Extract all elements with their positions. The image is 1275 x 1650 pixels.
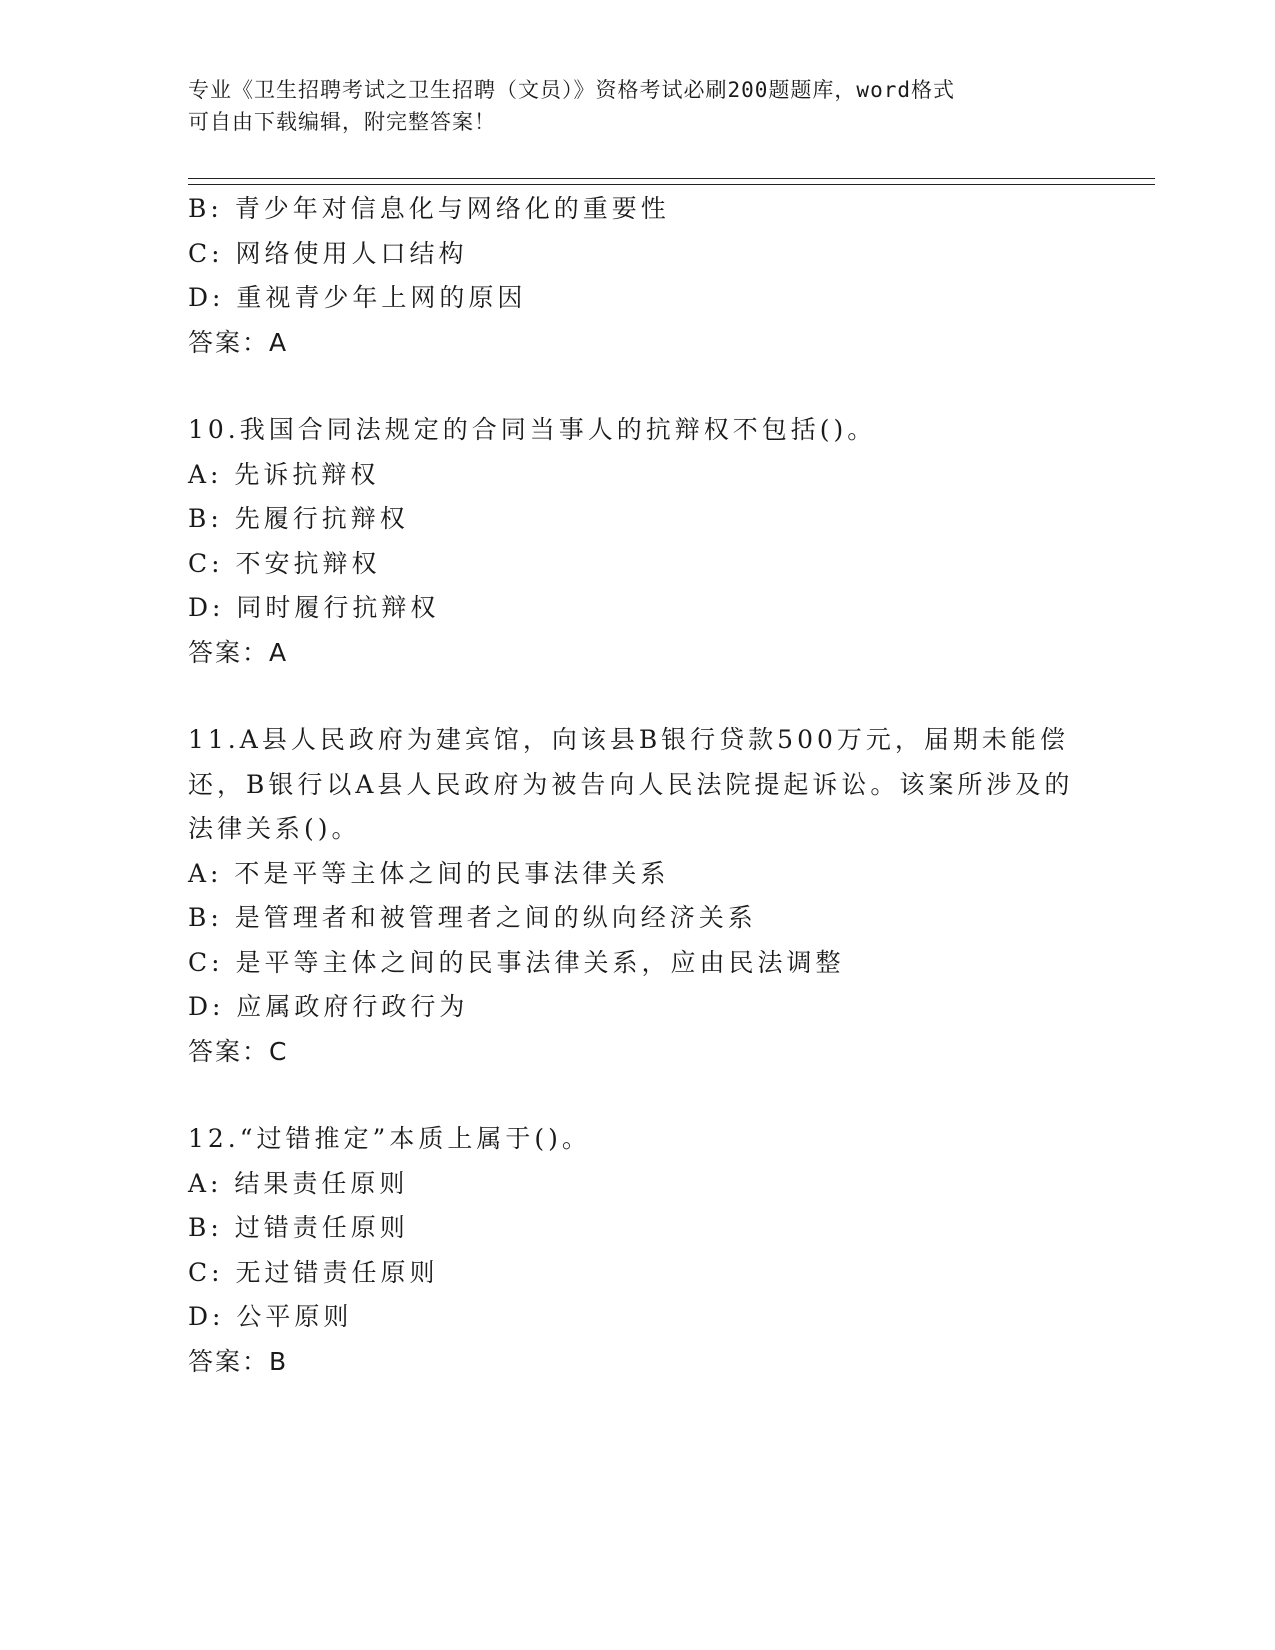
header-divider-top	[188, 178, 1155, 179]
answer-label: 答案：C	[188, 1037, 289, 1066]
option-c: C: 网络使用人口结构	[188, 239, 468, 268]
option-b: B: 青少年对信息化与网络化的重要性	[188, 194, 670, 223]
header-line-1: 专业《卫生招聘考试之卫生招聘（文员）》资格考试必刷200题题库，word格式	[188, 78, 955, 102]
option-a: A: 不是平等主体之间的民事法律关系	[188, 859, 670, 888]
option-c: C: 无过错责任原则	[188, 1258, 439, 1287]
answer-label: 答案：B	[188, 1347, 289, 1376]
option-a: A: 结果责任原则	[188, 1169, 409, 1198]
option-d: D: 应属政府行政行为	[188, 992, 469, 1021]
option-d: D: 同时履行抗辩权	[188, 593, 440, 622]
option-d: D: 公平原则	[188, 1302, 353, 1331]
question-10-text: 10.我国合同法规定的合同当事人的抗辩权不包括()。	[188, 415, 877, 444]
question-12-text: 12.“过错推定”本质上属于()。	[188, 1124, 591, 1153]
answer-label: 答案：A	[188, 328, 289, 357]
question-11-text: 11.A县人民政府为建宾馆，向该县B银行贷款500万元，届期未能偿	[188, 725, 1069, 754]
answer-label: 答案：A	[188, 638, 289, 667]
question-11-text: 还，B银行以A县人民政府为被告向人民法院提起诉讼。该案所涉及的	[188, 770, 1074, 799]
header-line-2: 可自由下载编辑，附完整答案！	[188, 110, 496, 134]
question-11-text: 法律关系()。	[188, 814, 361, 843]
option-c: C: 不安抗辩权	[188, 549, 381, 578]
header-divider-bottom	[188, 184, 1155, 185]
option-b: B: 先履行抗辩权	[188, 504, 409, 533]
option-b: B: 过错责任原则	[188, 1213, 409, 1242]
option-c: C: 是平等主体之间的民事法律关系，应由民法调整	[188, 948, 845, 977]
option-b: B: 是管理者和被管理者之间的纵向经济关系	[188, 903, 757, 932]
document-header	[188, 74, 1088, 138]
option-a: A: 先诉抗辩权	[188, 460, 380, 489]
option-d: D: 重视青少年上网的原因	[188, 283, 527, 312]
